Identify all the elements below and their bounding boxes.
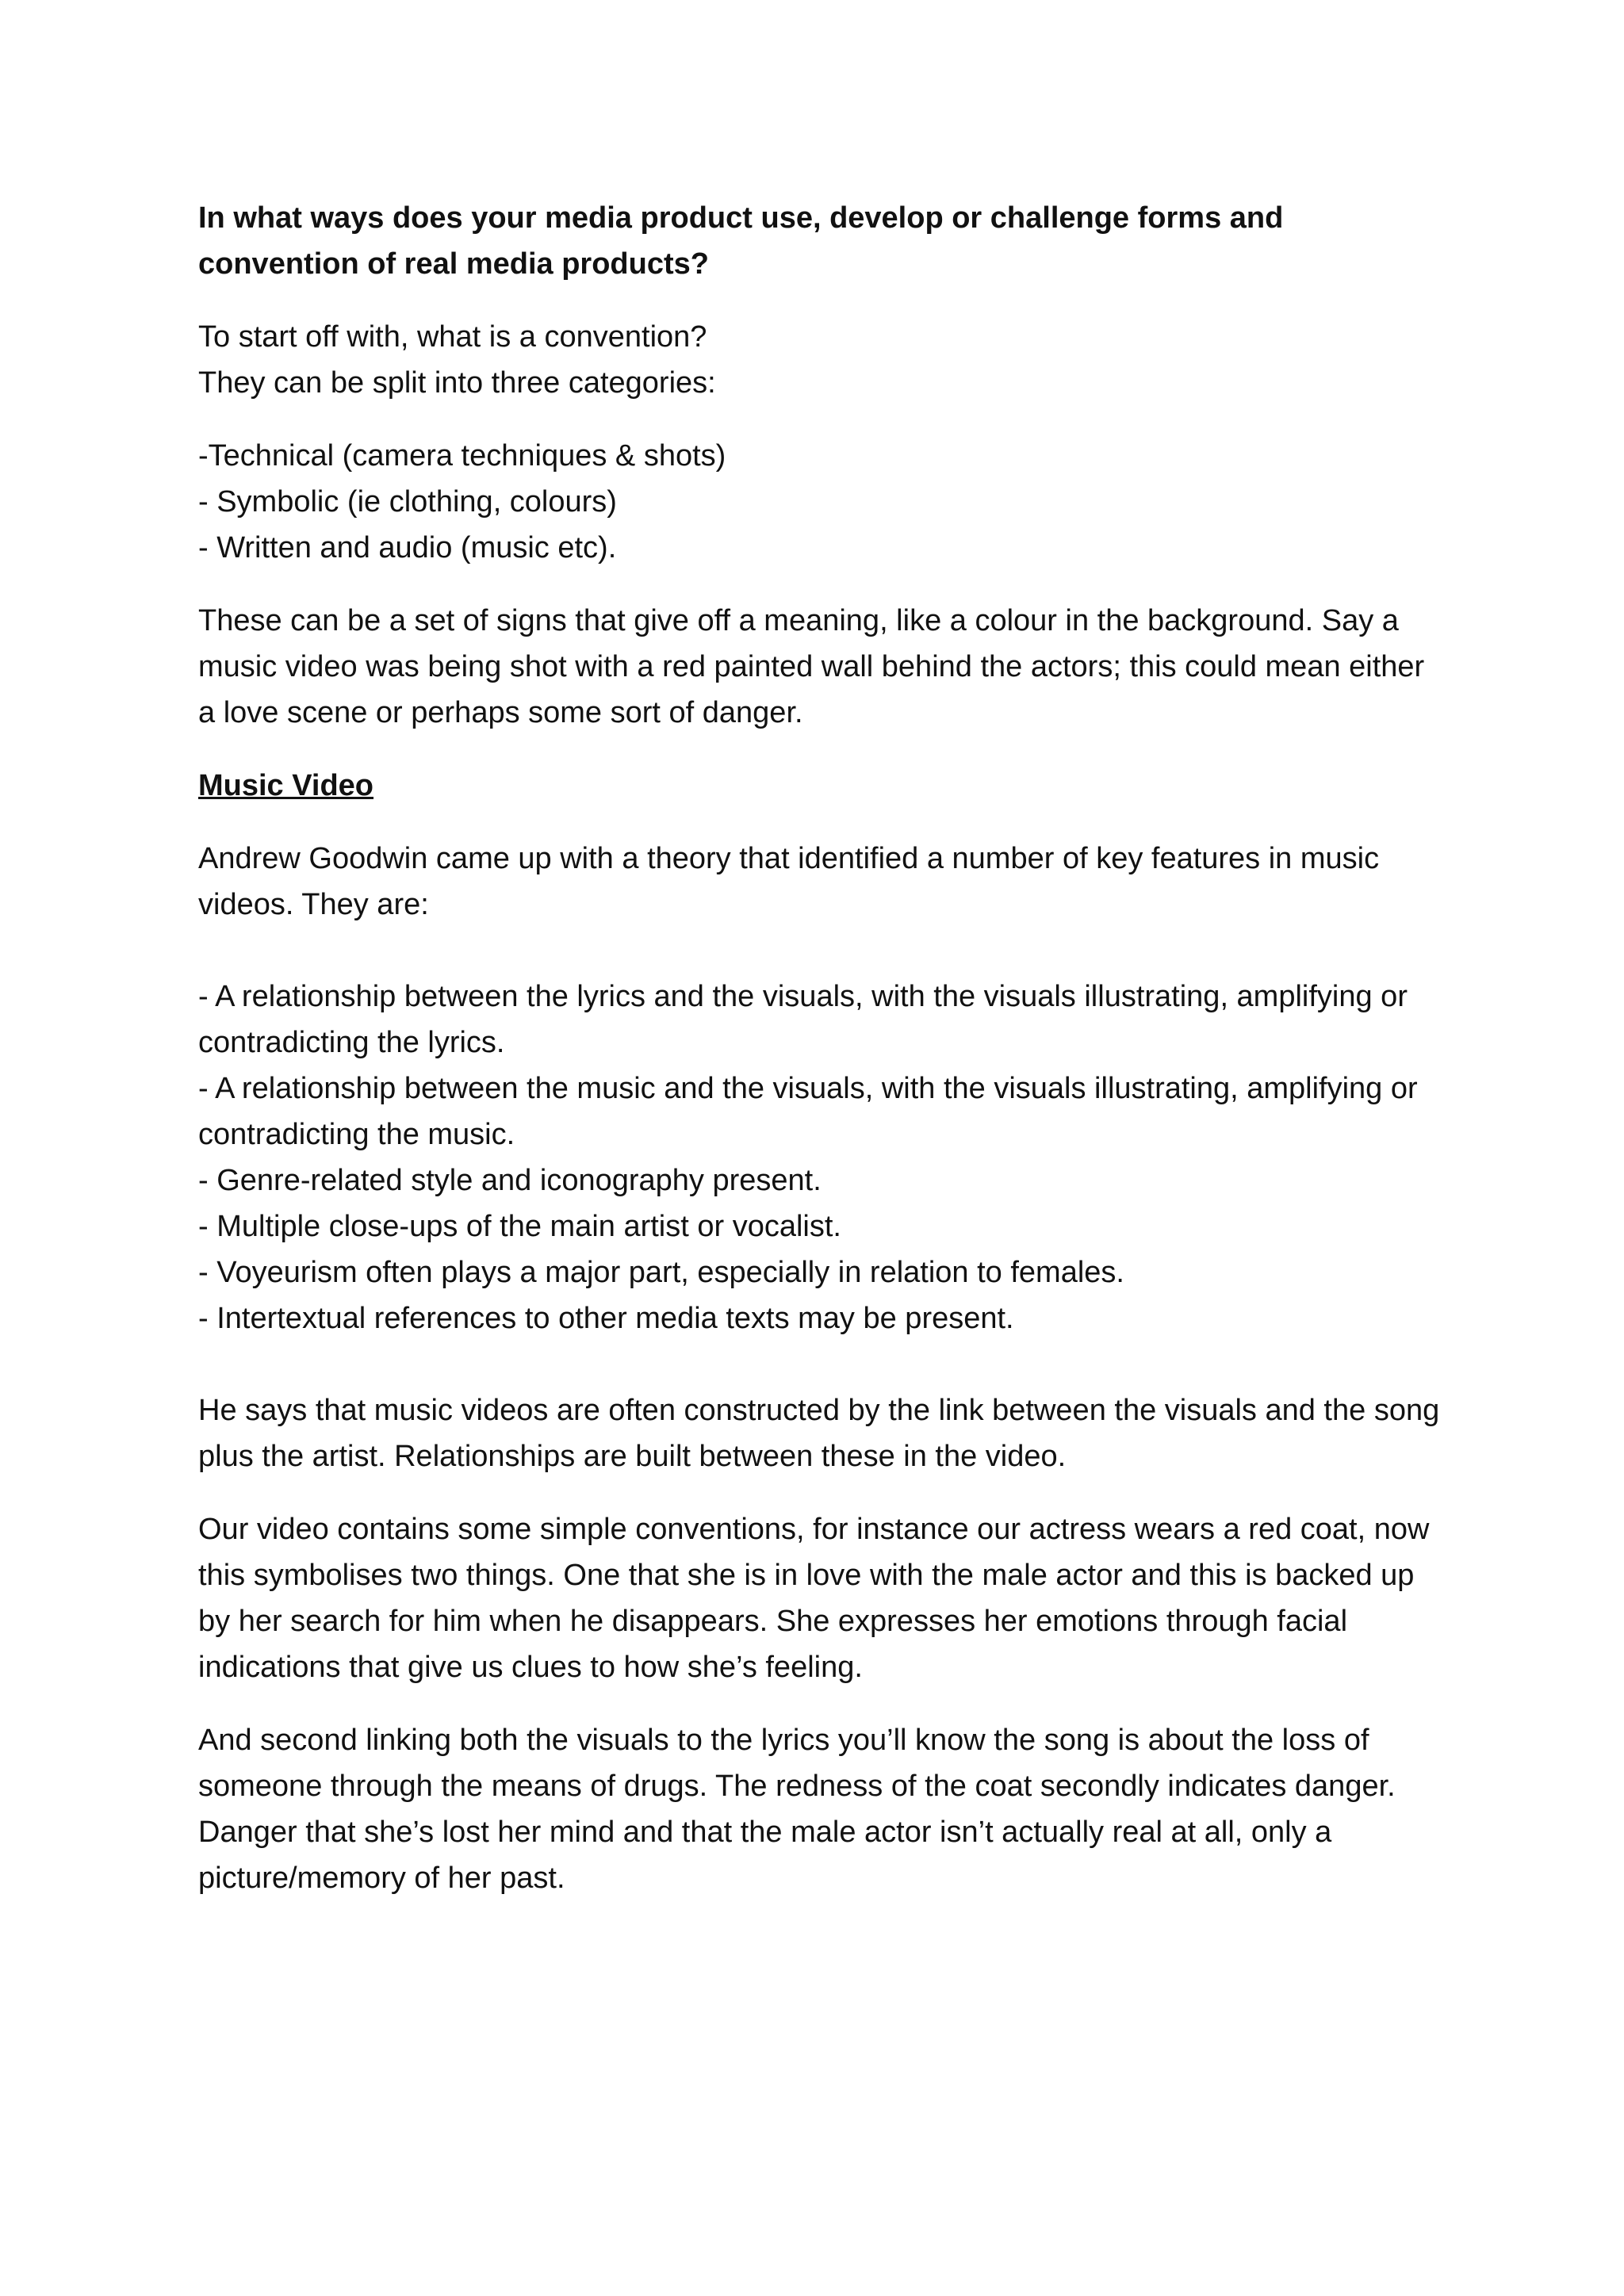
document-page [198,195,1443,1928]
he-says-paragraph: He says that music videos are often constructed by the link between the visuals and the song plus the artist. Relationships are built between these in the video. [198,1394,1440,1473]
page-heading: In what ways does your media product use, develop or challenge forms and convention of real media products? [198,201,1284,281]
section-title-music-video: Music Video [198,769,374,802]
categories-list [198,433,1443,571]
goodwin-feature-item: - Genre-related style and iconography present. [198,1164,822,1197]
goodwin-feature-item: - Intertextual references to other media texts may be present. [198,1302,1014,1335]
signs-paragraph: These can be a set of signs that give off a meaning, like a colour in the background. Say a music video was being shot with a red painted wall behind the actors; this could mean either a love scene or perhaps some sort of danger. [198,604,1425,729]
blank-line [198,928,1443,974]
goodwin-intro-paragraph: Andrew Goodwin came up with a theory that identified a number of key features in music videos. They are: [198,842,1380,921]
our-video-paragraph: Our video contains some simple conventions, for instance our actress wears a red coat, now this symbolises two things. One that she is in love with the male actor and this is backed up by her search for him when he disappears. She expresses her emotions through facial indications that give us clues to how she’s feeling. [198,1513,1430,1684]
intro-line-2: They can be split into three categories: [198,366,716,400]
intro-paragraph [198,314,1443,406]
category-item-written: - Written and audio (music etc). [198,531,617,564]
intro-line-1: To start off with, what is a convention? [198,320,707,354]
goodwin-feature-item: - Voyeurism often plays a major part, especially in relation to females. [198,1256,1124,1289]
blank-line [198,1341,1443,1387]
category-item-technical: -Technical (camera techniques & shots) [198,439,726,473]
goodwin-feature-item: - A relationship between the music and the visuals, with the visuals illustrating, amplifying or contradicting the music. [198,1072,1418,1151]
category-item-symbolic: - Symbolic (ie clothing, colours) [198,485,617,519]
and-second-paragraph: And second linking both the visuals to the lyrics you’ll know the song is about the loss of someone through the means of drugs. The redness of the coat secondly indicates danger. Danger that she’s lost her mind and that the male actor isn’t actually real at all, only a picture/memory of her past. [198,1724,1396,1895]
goodwin-feature-item: - A relationship between the lyrics and the visuals, with the visuals illustrating, amplifying or contradicting the lyrics. [198,980,1408,1059]
goodwin-feature-item: - Multiple close-ups of the main artist or vocalist. [198,1210,841,1243]
